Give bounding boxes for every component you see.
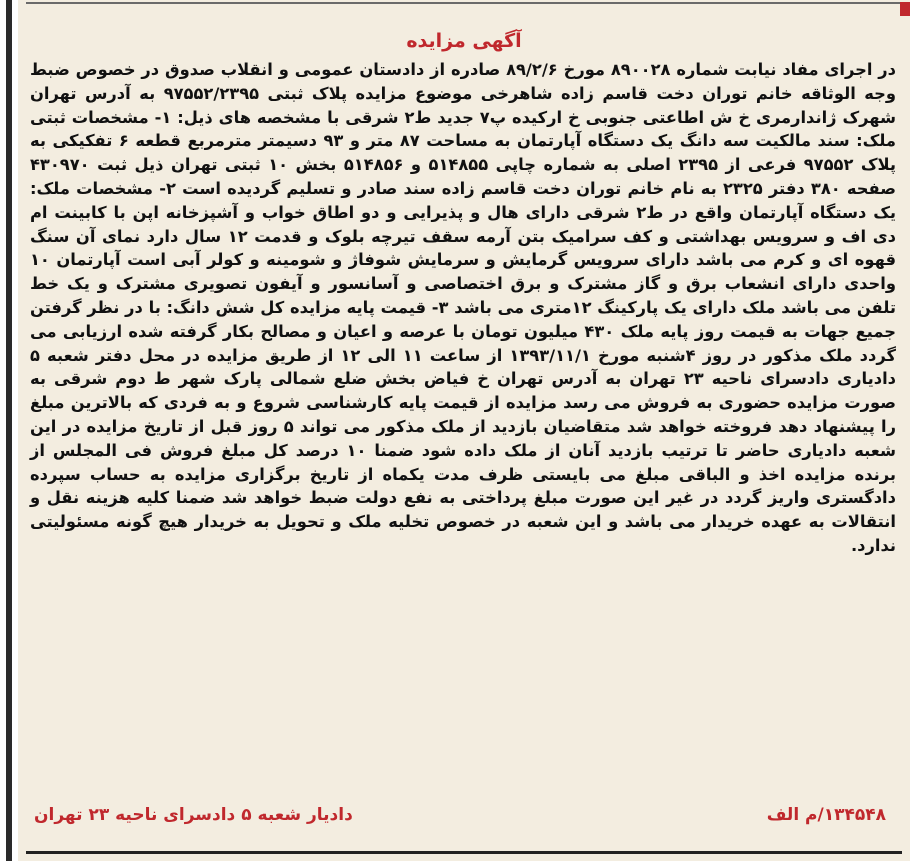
corner-red-marker [900,2,910,16]
top-border-line [26,2,902,4]
notice-body-text: در اجرای مفاد نیابت شماره ۸۹۰۰۲۸ مورخ ۸۹/۲/۶ صادره از دادستان عمومی و انقلاب صدوق در خصوص ضبط وجه الوثاقه خانم توران دخت قاسم زاده شاهرخی موضوع مزایده پلاک ثبتی ۹۷۵۵۲/۲۳۹۵ به آدرس تهران شهرک ژاندارمری خ ش اطاعتی جنوبی خ ارکیده پ۷ جدید ط۲ شرقی با مشخصه های ذیل: ۱- مشخصات ثبتی ملک: سند مالکیت سه دانگ یک دستگاه آپارتمان به مساحت ۸۷ متر و ۹۳ دسیمتر مترمربع قطعه ۶ تفکیکی به پلاک ۹۷۵۵۲ فرعی از ۲۳۹۵ اصلی به شماره چاپی ۵۱۴۸۵۵ و ۵۱۴۸۵۶ بخش ۱۰ ثبتی تهران ذیل ثبت ۴۳۰۹۷۰ صفحه ۳۸۰ دفتر ۲۳۲۵ به نام خانم توران دخت قاسم زاده سند صادر و تسلیم گردیده است ۲- مشخصات ملک: یک دستگاه آپارتمان واقع در ط۲ شرقی دارای هال و پذیرایی و دو اطاق خواب و آشپزخانه اپن با کابینت ام دی اف و سرویس بهداشتی و کف سرامیک بتن آرمه سقف تیرچه بلوک و قدمت ۱۲ سال دارد نمای آن سنگ قهوه ای و کرم می باشد دارای سرویس گرمایش و سرمایش شوفاژ و شومینه و کولر آبی است آپارتمان ۱۰ واحدی دارای انشعاب برق و گاز مشترک و برق اختصاصی و آسانسور و آیفون تصویری مشترک و یک خط تلفن می باشد ملک دارای یک پارکینگ ۱۲متری می باشد ۳- قیمت پایه مزایده کل شش دانگ: با در نظر گرفتن جمیع جهات به قیمت روز پایه ملک ۴۳۰ میلیون تومان با عرصه و اعیان و مصالح بکار گرفته شده ارزیابی می گردد ملک مذکور در روز ۴شنبه مورخ ۱۳۹۳/۱۱/۱ از ساعت ۱۱ الی ۱۲ از طریق مزایده در محل دفتر شعبه ۵ دادیاری دادسرای ناحیه ۲۳ تهران به آدرس تهران خ فیاض بخش ضلع شمالی پارک شهر ط دوم شرقی به صورت مزایده حضوری به فروش می رسد مزایده از قیمت پایه کارشناسی شروع و به فردی که بالاترین مبلغ را پیشنهاد دهد فروخته خواهد شد متقاضیان بازدید از ملک مذکور می تواند ۵ روز قبل از تاریخ مزایده در این شعبه دادیاری حاضر تا ترتیب بازدید آنان از ملک داده شود ضمنا ۱۰ درصد کل مبلغ فروش فی المجلس از برنده مزایده اخذ و الباقی مبلغ می بایستی ظرف مدت یکماه از تاریخ برگزاری مزایده به حساب سپرده دادگستری واریز گردد در غیر این صورت مبلغ پرداختی به نفع دولت ضبط خواهد شد ضمنا کلیه هزینه نقل و انتقالات به عهده خریدار می باشد و این شعبه در خصوص تخلیه ملک و تحویل به خریدار هیچ گونه مسئولیتی ندارد. [30,60,897,555]
reference-number: ۱۳۴۵۴۸/م الف [766,805,886,825]
bottom-border-line [26,851,902,854]
issuer-signature: دادیار شعبه ۵ دادسرای ناحیه ۲۳ تهران [34,805,353,825]
left-margin-border [6,0,12,861]
notice-title: آگهی مزایده [406,30,522,52]
